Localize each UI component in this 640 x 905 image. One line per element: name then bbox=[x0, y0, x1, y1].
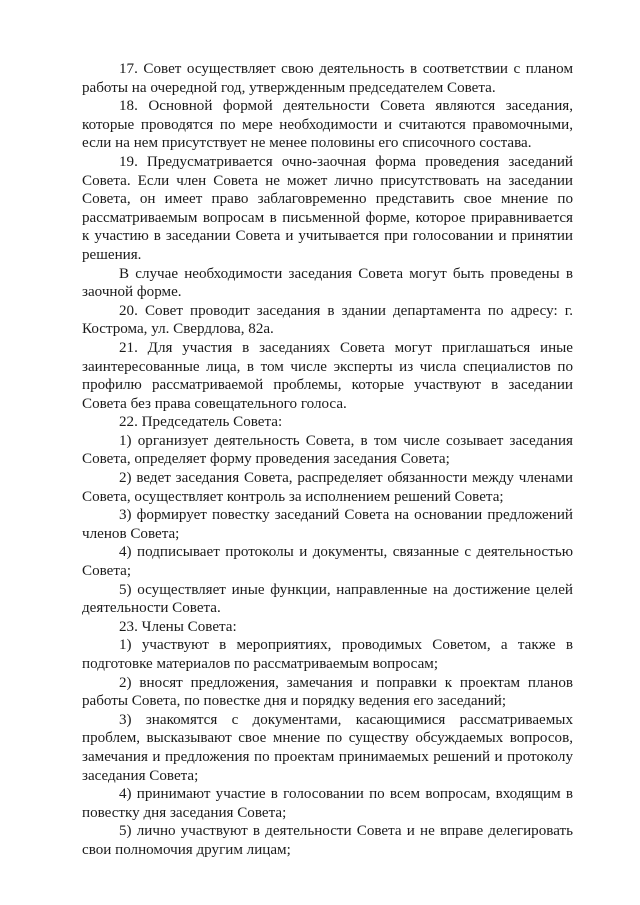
document-body bbox=[82, 60, 573, 860]
paragraph-17: 17. Совет осуществляет свою деятельность в соответствии с планом работы на очередной год, утвержденным председателем Совета. bbox=[82, 61, 573, 96]
paragraph-22-heading: 22. Председатель Совета: bbox=[119, 414, 283, 431]
paragraph-22-item-4: 4) подписывает протоколы и документы, связанные с деятельностью Совета; bbox=[82, 544, 573, 580]
paragraph-23-item-5: 5) лично участвуют в деятельности Совета и не вправе делегировать свои полномочия другим лицам; bbox=[82, 823, 573, 858]
paragraph-23-item-2: 2) вносят предложения, замечания и поправки к проектам планов работы Совета, по повестке дня и порядку ведения его заседаний; bbox=[82, 674, 573, 710]
paragraph-23-item-3: 3) знакомятся с документами, касающимися рассматриваемых проблем, высказывают свое мнение по существу обсуждаемых вопросов, замечания и предложения по проектам принимаемых решений и протоколу заседания Совета; bbox=[82, 711, 573, 784]
paragraph-19-note: В случае необходимости заседания Совета могут быть проведены в заочной форме. bbox=[82, 265, 573, 301]
paragraph-21: 21. Для участия в заседаниях Совета могут приглашаться иные заинтересованные лица, в том числе эксперты из числа специалистов по профилю рассматриваемой проблемы, которые участвуют в заседании Совета без права совещательного голоса. bbox=[82, 339, 573, 412]
paragraph-18: 18. Основной формой деятельности Совета являются заседания, которые проводятся по мере необходимости и считаются правомочными, если на нем присутствует не менее половины его списочного состава. bbox=[82, 98, 573, 152]
paragraph-23-item-1: 1) участвуют в мероприятиях, проводимых Советом, а также в подготовке материалов по рассматриваемым вопросам; bbox=[82, 637, 573, 672]
paragraph-19: 19. Предусматривается очно-заочная форма проведения заседаний Совета. Если член Совета не может лично присутствовать на заседании Совета, он имеет право заблаговременно представить свое мнение по рассматриваемым вопросам в письменной форме, которое приравнивается к участию в заседании Совета и учитывается при голосовании и принятии решения. bbox=[82, 153, 573, 263]
paragraph-22-item-5: 5) осуществляет иные функции, направленные на достижение целей деятельности Совета. bbox=[82, 581, 573, 617]
paragraph-23-heading: 23. Члены Совета: bbox=[119, 618, 237, 635]
paragraph-20: 20. Совет проводит заседания в здании департамента по адресу: г. Кострома, ул. Свердлова, 82а. bbox=[82, 302, 573, 338]
paragraph-22-item-2: 2) ведет заседания Совета, распределяет обязанности между членами Совета, осуществляет контроль за исполнением решений Совета; bbox=[82, 470, 573, 505]
paragraph-22-item-1: 1) организует деятельность Совета, в том числе созывает заседания Совета, определяет форму проведения заседания Совета; bbox=[82, 432, 573, 468]
paragraph-22-item-3: 3) формирует повестку заседаний Совета на основании предложений членов Совета; bbox=[82, 507, 573, 542]
paragraph-23-item-4: 4) принимают участие в голосовании по всем вопросам, входящим в повестку дня заседания Совета; bbox=[82, 786, 573, 821]
